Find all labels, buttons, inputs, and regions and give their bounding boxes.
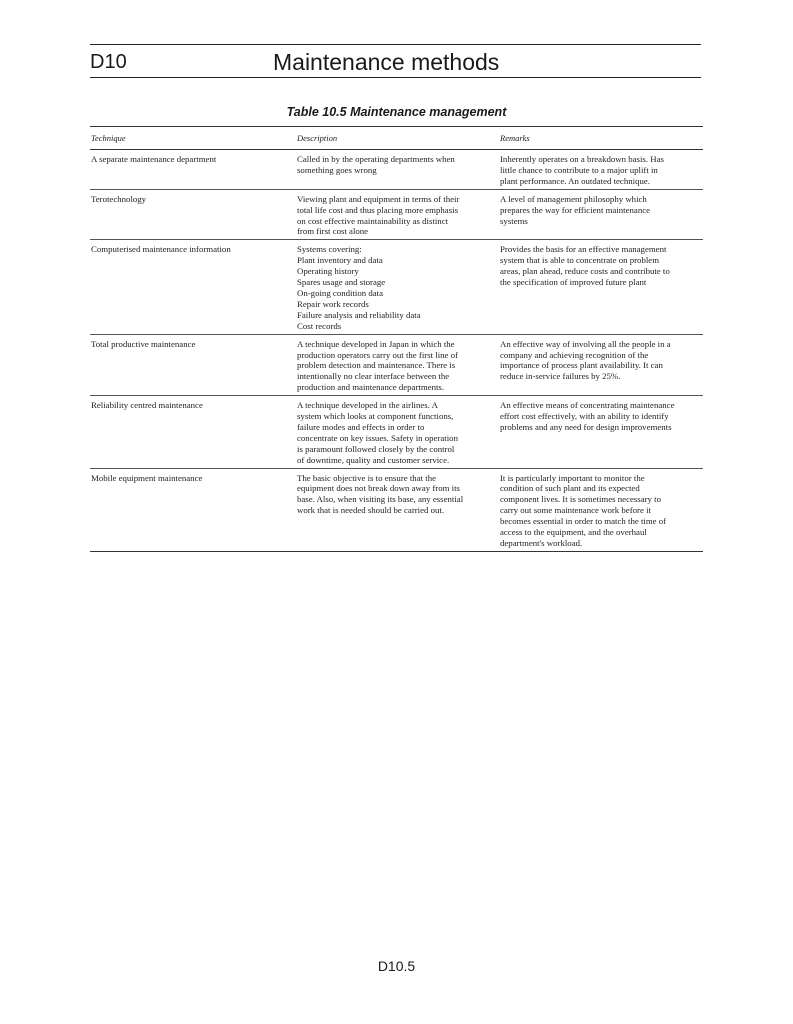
technique-cell [90,244,297,331]
page-header [90,44,701,78]
technique-cell [90,154,297,187]
cell-text-line: the specification of improved future plant [500,277,647,288]
technique-cell [90,473,297,549]
cell-text-line: A technique developed in Japan in which the [297,338,455,349]
cell-text-line: Spares usage and storage [297,277,386,288]
technique-cell [90,194,297,238]
table-row [90,240,703,334]
description-cell [297,473,500,549]
remarks-cell [500,244,703,331]
cell-text-line: importance of process plant availability. It can [500,360,663,371]
cell-text-line: concentrate on key issues. Safety in operation [297,432,458,443]
table-header-row [90,126,703,150]
cell-text-line: system that is able to concentrate on problem [500,255,660,266]
cell-text-line: equipment does not break down away from its [297,483,460,494]
table-row [90,190,703,241]
cell-text-line: An effective means of concentrating maintenance [500,400,675,411]
cell-text-line: Terotechnology [91,193,147,204]
cell-text-line: becomes essential in order to match the time of [500,516,667,527]
remarks-cell [500,194,703,238]
table-title: Table 10.5 Maintenance management [286,105,507,119]
cell-text-line: Viewing plant and equipment in terms of their [297,193,460,204]
cell-text-line: failure modes and effects in order to [297,421,425,432]
cell-text-line: Repair work records [297,298,369,309]
cell-text-line: on cost effective maintainability as distinct [297,215,449,226]
cell-text-line: little chance to contribute to a major uplift in [500,164,658,175]
table-body [90,150,703,552]
cell-text-line: Total productive maintenance [91,338,196,349]
cell-text-line: Called in by the operating departments when [297,154,455,164]
cell-text-line: something goes wrong [297,164,377,175]
cell-text-line: work that is needed should be carried out. [297,505,445,516]
cell-text-line: reduce in-service failures by 25%. [500,371,621,382]
cell-text-line: Provides the basis for an effective management [500,244,667,255]
column-header-description: Description [297,133,338,143]
cell-text-line: from first cost alone [297,226,369,237]
table-row [90,335,703,397]
table-row [90,150,703,190]
technique-cell [90,400,297,465]
cell-text-line: access to the equipment, and the overhaul [500,527,647,538]
cell-text-line: areas, plan ahead, reduce costs and contribute to [500,266,670,277]
cell-text-line: It is particularly important to monitor the [500,472,645,483]
description-cell [297,244,500,331]
cell-text-line: A level of management philosophy which [500,193,647,204]
cell-text-line: Cost records [297,320,342,331]
cell-text-line: intentionally no clear interface between the [297,371,450,382]
remarks-cell [500,473,703,549]
remarks-cell [500,154,703,187]
table-row [90,396,703,468]
cell-text-line: carry out some maintenance work before it [500,505,651,516]
page-number: D10.5 [377,958,416,974]
cell-text-line: Systems covering: [297,244,362,255]
page-title: Maintenance methods [273,49,500,75]
cell-text-line: Mobile equipment maintenance [91,472,203,483]
cell-text-line: production operators carry out the first line of [297,349,458,360]
cell-text-line: total life cost and thus placing more emphasis [297,204,458,215]
remarks-cell [500,400,703,465]
header-bottom-rule [90,77,701,78]
cell-text-line: department's workload. [500,538,583,548]
technique-cell [90,339,297,394]
column-header-technique: Technique [91,133,126,143]
description-cell [297,339,500,394]
cell-text-line: Reliability centred maintenance [91,400,203,411]
cell-text-line: system which looks at component functions, [297,411,454,422]
section-code: D10 [90,51,127,73]
cell-text-line: problem detection and maintenance. There is [297,360,456,371]
cell-text-line: company and achieving recognition of the [500,349,649,360]
cell-text-line: systems [500,215,528,226]
cell-text-line: base. Also, when visiting its base, any essential [297,494,464,505]
maintenance-table [90,126,703,552]
cell-text-line: The basic objective is to ensure that the [297,472,436,483]
cell-text-line: is paramount followed closely by the control [297,443,455,454]
cell-text-line: On-going condition data [297,287,383,298]
cell-text-line: Operating history [297,266,359,277]
cell-text-line: Computerised maintenance information [91,244,231,255]
cell-text-line: Inherently operates on a breakdown basis. Has [500,154,664,164]
cell-text-line: Failure analysis and reliability data [297,309,421,320]
cell-text-line: of downtime, quality and customer service. [297,454,450,465]
description-cell [297,400,500,465]
cell-text-line: An effective way of involving all the people in a [500,338,671,349]
cell-text-line: condition of such plant and its expected [500,483,640,494]
cell-text-line: effort cost effectively, with an ability to identify [500,411,669,422]
cell-text-line: problems and any need for design improvements [500,421,672,432]
description-cell [297,194,500,238]
remarks-cell [500,339,703,394]
cell-text-line: prepares the way for efficient maintenance [500,204,651,215]
column-header-remarks: Remarks [500,133,530,143]
cell-text-line: plant performance. An outdated technique. [500,175,650,186]
cell-text-line: A separate maintenance department [91,154,217,164]
header-top-rule [90,44,701,45]
cell-text-line: A technique developed in the airlines. A [297,400,438,411]
table-row [90,469,703,552]
cell-text-line: Plant inventory and data [297,255,383,266]
cell-text-line: component lives. It is sometimes necessary to [500,494,661,505]
description-cell [297,154,500,187]
cell-text-line: production and maintenance departments. [297,382,445,393]
